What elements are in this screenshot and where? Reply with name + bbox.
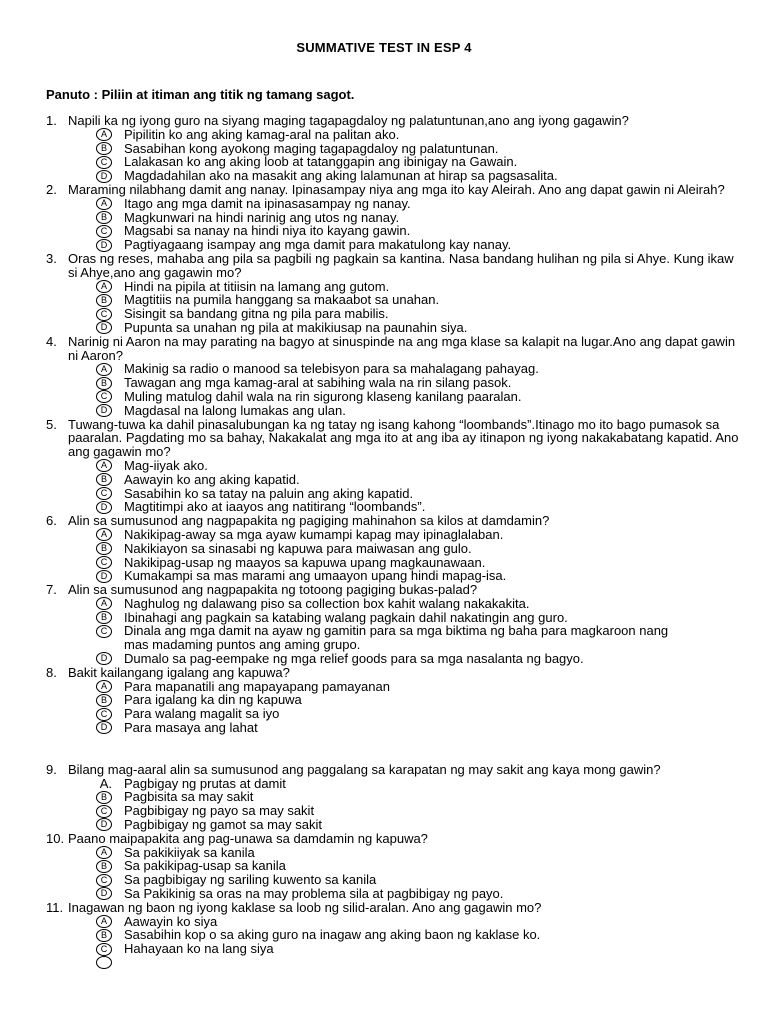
question-5: [46, 418, 746, 515]
question-head: [46, 763, 746, 777]
option-letter-bubble[interactable]: D: [96, 887, 112, 900]
option-text: Nakikipag-away sa mga ayaw kumampi kapag may ipinaglalaban.: [124, 526, 504, 542]
option-letter-bubble[interactable]: B: [96, 929, 112, 942]
option-letter-bubble[interactable]: D: [96, 321, 112, 334]
option-text: Magsabi sa nanay na hindi niya ito kayang gawin.: [124, 223, 411, 239]
question-text: Bakit kailangang igalang ang kapuwa?: [68, 664, 290, 680]
option-item[interactable]: [46, 280, 746, 294]
option-item[interactable]: [46, 611, 746, 625]
option-text: Lalakasan ko ang aking loob at tatanggapin ang ibinigay na Gawain.: [124, 154, 518, 170]
option-letter-bubble[interactable]: C: [96, 556, 112, 569]
option-letter-bubble[interactable]: B: [96, 142, 112, 155]
option-text: Sasabihin kop o sa aking guro na inagaw ang aking baon ng kaklase ko.: [124, 927, 541, 943]
option-text: Dumalo sa pag-eempake ng mga relief goods para sa mga nasalanta ng bagyo.: [124, 651, 584, 667]
option-text: Nakikiayon sa sinasabi ng kapuwa para maiwasan ang gulo.: [124, 540, 472, 556]
question-number: 7.: [46, 582, 57, 598]
option-letter-bubble[interactable]: C: [96, 390, 112, 403]
option-text: Sasabihan kong ayokong maging tagapagdaloy ng palatuntunan.: [124, 140, 499, 156]
options: [46, 680, 746, 735]
option-letter-bubble[interactable]: D: [96, 170, 112, 183]
option-letter-bubble[interactable]: C: [96, 874, 112, 887]
question-1: [46, 114, 746, 183]
option-letter-bubble[interactable]: B: [96, 694, 112, 707]
option-item[interactable]: [46, 873, 746, 887]
question-text: Maraming nilabhang damit ang nanay. Ipinasampay niya ang mga ito kay Aleirah. Ano ang dapat gawin ni Aleirah?: [68, 181, 725, 197]
question-list: [46, 114, 746, 970]
option-item[interactable]: [46, 942, 746, 956]
question-text: Alin sa sumusunod ang nagpapakita ng pagiging mahinahon sa kilos at damdamin?: [68, 513, 550, 529]
option-text: Aawayin ko ang aking kapatid.: [124, 471, 300, 487]
option-letter-bubble[interactable]: A: [96, 680, 112, 693]
option-item[interactable]: [46, 211, 746, 225]
option-text: Kumakampi sa mas marami ang umaayon upang hindi mapag-isa.: [124, 568, 507, 584]
option-text: Para walang magalit sa iyo: [124, 706, 280, 722]
question-head: [46, 418, 746, 459]
option-text: Itago ang mga damit na ipinasasampay ng nanay.: [124, 195, 411, 211]
options: [46, 528, 746, 583]
question-head: [46, 666, 746, 680]
option-text: Pagbibigay ng gamot sa may sakit: [124, 817, 322, 833]
option-letter-bubble[interactable]: B: [96, 473, 112, 486]
option-text: Pupunta sa unahan ng pila at makikiusap na paunahin siya.: [124, 319, 468, 335]
question-head: [46, 335, 746, 363]
question-number: 11.: [46, 899, 64, 915]
options: [46, 197, 746, 252]
options: [46, 459, 746, 514]
question-number: 8.: [46, 664, 57, 680]
option-item[interactable]: [46, 790, 746, 804]
page-title: SUMMATIVE TEST IN ESP 4: [296, 40, 472, 55]
option-item[interactable]: [46, 680, 746, 694]
question-head: [46, 832, 746, 846]
option-item[interactable]: [46, 390, 746, 404]
option-text: Pipilitin ko ang aking kamag-aral na palitan ako.: [124, 126, 400, 142]
question-6: [46, 514, 746, 583]
option-letter-bubble[interactable]: A: [96, 915, 112, 928]
options: [46, 128, 746, 183]
options: [46, 846, 746, 901]
question-text: Tuwang-tuwa ka dahil pinasalubungan ka ng tatay ng isang kahong “loombands”.Itinago mo ito bago pumasok sa paaralan. Pagdating mo sa bahay, Nakakalat ang mga ito at ang iba ay itinapon ng iyong nakakabatang kapatid. Ano ang gagawin mo?: [68, 416, 739, 460]
option-letter-bubble[interactable]: D: [96, 721, 112, 734]
option-item[interactable]: [46, 556, 746, 570]
option-text: Makinig sa radio o manood sa telebisyon para sa mahalagang pahayag.: [124, 361, 539, 377]
option-item[interactable]: [46, 652, 746, 666]
option-text: Para igalang ka din ng kapuwa: [124, 692, 302, 708]
question-number: 4.: [46, 333, 57, 349]
option-letter-bubble[interactable]: A: [96, 128, 112, 141]
question-text: Narinig ni Aaron na may parating na bagyo at sinuspinde na ang mga klase sa kalapit na lugar.Ano ang dapat gawin ni Aaron?: [68, 333, 736, 363]
option-text: Pagbibigay ng payo sa may sakit: [124, 803, 315, 819]
option-letter-bubble[interactable]: B: [96, 211, 112, 224]
option-text: Magdasal na lalong lumakas ang ulan.: [124, 402, 346, 418]
options: [46, 280, 746, 335]
question-text: Oras ng reses, mahaba ang pila sa pagbili ng pagkain sa kantina. Nasa bandang hulihan ng pila si Ahye. Kung ikaw si Ahye,ano ang gagawin mo?: [68, 250, 734, 280]
option-letter-bubble[interactable]: A: [96, 280, 112, 293]
option-letter-bubble[interactable]: D: [96, 652, 112, 665]
option-item[interactable]: [46, 846, 746, 860]
option-text: Sasabihin ko sa tatay na paluin ang aking kapatid.: [124, 485, 414, 501]
option-item[interactable]: [46, 487, 746, 501]
option-letter-bubble[interactable]: C: [96, 308, 112, 321]
options: [46, 362, 746, 417]
option-letter-bubble[interactable]: C: [96, 805, 112, 818]
question-head: [46, 514, 746, 528]
question-7: [46, 583, 746, 666]
option-text: Sa pakikiiyak sa kanila: [124, 844, 255, 860]
option-item[interactable]: [46, 597, 746, 611]
question-head: [46, 114, 746, 128]
option-letter-bubble[interactable]: A: [96, 363, 112, 376]
option-item[interactable]: [46, 293, 746, 307]
option-letter-bubble[interactable]: A: [96, 528, 112, 541]
option-letter-bubble[interactable]: A: [96, 459, 112, 472]
option-text: mas madaming puntos ang aming grupo.: [124, 637, 361, 653]
instructions: Panuto : Piliin at itiman ang titik ng tamang sagot.: [46, 87, 355, 102]
option-text: Sisingit sa bandang gitna ng pila para mabilis.: [124, 306, 389, 322]
option-text: Hahayaan ko na lang siya: [124, 941, 274, 957]
option-letter-bubble[interactable]: C: [96, 156, 112, 169]
option-letter-bubble[interactable]: D: [96, 404, 112, 417]
option-item[interactable]: [46, 777, 746, 791]
option-item[interactable]: [46, 624, 746, 638]
question-text: Inagawan ng baon ng iyong kaklase sa loob ng silid-aralan. Ano ang gagawin mo?: [68, 899, 542, 915]
question-number: 2.: [46, 181, 57, 197]
options: [46, 597, 746, 666]
option-text: Magdadahilan ako na masakit ang aking lalamunan at hirap sa pagsasalita.: [124, 168, 558, 184]
question-10: [46, 832, 746, 901]
option-letter-bubble[interactable]: D: [96, 239, 112, 252]
option-letter-bubble[interactable]: B: [96, 860, 112, 873]
option-text: Aawayin ko siya: [124, 913, 218, 929]
option-item[interactable]: [46, 528, 746, 542]
question-9: [46, 763, 746, 832]
question-11: [46, 901, 746, 970]
option-item[interactable]: [46, 500, 746, 514]
question-4: [46, 335, 746, 418]
option-text: Para mapanatili ang mapayapang pamayanan: [124, 678, 390, 694]
option-item[interactable]: [46, 155, 746, 169]
question-number: 9.: [46, 761, 57, 777]
option-letter-bubble[interactable]: B: [96, 294, 112, 307]
option-letter-bubble[interactable]: A.: [99, 775, 112, 791]
option-item[interactable]: [46, 459, 746, 473]
question-8: [46, 666, 746, 735]
option-item[interactable]: [46, 915, 746, 929]
option-text: Magtitimpi ako at iaayos ang natitirang “loombands”.: [124, 499, 426, 515]
option-text: Naghulog ng dalawang piso sa collection box kahit walang nakakakita.: [124, 595, 530, 611]
option-letter-bubble[interactable]: A: [96, 197, 112, 210]
question-number: 1.: [46, 113, 57, 128]
option-item[interactable]: [46, 321, 746, 335]
option-item[interactable]: [46, 859, 746, 873]
question-head: [46, 252, 746, 280]
question-number: 6.: [46, 513, 57, 529]
options: [46, 777, 746, 832]
option-letter-bubble[interactable]: C: [96, 225, 112, 238]
question-3: [46, 252, 746, 335]
option-letter-bubble[interactable]: C: [96, 625, 112, 638]
option-item[interactable]: [46, 818, 746, 832]
option-item[interactable]: [46, 362, 746, 376]
option-letter-bubble[interactable]: C: [96, 708, 112, 721]
option-item[interactable]: [46, 928, 746, 942]
option-letter-bubble[interactable]: C: [96, 943, 112, 956]
option-letter-bubble[interactable]: B: [96, 791, 112, 804]
option-text: Muling matulog dahil wala na rin sigurong klaseng kanilang paaralan.: [124, 388, 522, 404]
option-text: Para masaya ang lahat: [124, 720, 258, 736]
option-text: Tawagan ang mga kamag-aral at sabihing wala na rin silang pasok.: [124, 375, 512, 391]
option-item[interactable]: [46, 142, 746, 156]
option-item[interactable]: [46, 887, 746, 901]
option-letter-bubble[interactable]: A: [96, 846, 112, 859]
option-item[interactable]: [46, 707, 746, 721]
question-number: 10.: [46, 830, 65, 846]
question-2: [46, 183, 746, 252]
question-text: Bilang mag-aaral alin sa sumusunod ang paggalang sa karapatan ng may sakit ang kaya mong gawin?: [68, 761, 661, 777]
option-item[interactable]: [46, 721, 746, 735]
option-text: Pagbigay ng prutas at damit: [124, 775, 286, 791]
option-item[interactable]: [46, 376, 746, 390]
question-text: Napili ka ng iyong guro na siyang maging tagapagdaloy ng palatuntunan,ano ang iyong gagawin?: [68, 113, 629, 128]
option-letter-bubble[interactable]: C: [96, 487, 112, 500]
question-text: Alin sa sumusunod ang nagpapakita ng totoong pagiging bukas-palad?: [68, 582, 478, 598]
option-text: Mag-iiyak ako.: [124, 457, 208, 473]
option-item[interactable]: [46, 128, 746, 142]
option-text: Nakikipag-usap ng maayos sa kapuwa upang magkaunawaan.: [124, 554, 486, 570]
option-letter-bubble[interactable]: [96, 956, 112, 969]
option-text: Pagbisita sa may sakit: [124, 789, 254, 805]
option-letter-bubble[interactable]: D: [96, 818, 112, 831]
options: [46, 915, 746, 970]
option-letter-bubble[interactable]: D: [96, 570, 112, 583]
option-letter-bubble[interactable]: D: [96, 501, 112, 514]
option-item[interactable]: [46, 169, 746, 183]
question-number: 3.: [46, 250, 57, 266]
option-letter-bubble[interactable]: A: [96, 597, 112, 610]
question-number: 5.: [46, 416, 57, 432]
question-head: [46, 183, 746, 197]
option-text: Hindi na pipila at titiisin na lamang ang gutom.: [124, 278, 390, 294]
option-item[interactable]: [46, 804, 746, 818]
option-letter-bubble[interactable]: B: [96, 377, 112, 390]
option-item[interactable]: [46, 238, 746, 252]
question-head: [46, 583, 746, 597]
option-item[interactable]: [46, 473, 746, 487]
option-text: Sa Pakikinig sa oras na may problema sila at pagbibigay ng payo.: [124, 886, 504, 902]
option-item[interactable]: [46, 307, 746, 321]
option-item[interactable]: [46, 569, 746, 583]
option-text: Sa pagbibigay ng sariling kuwento sa kanila: [124, 872, 377, 888]
option-text: Magtitiis na pumila hanggang sa makaabot sa unahan.: [124, 292, 440, 308]
option-item[interactable]: [46, 404, 746, 418]
option-item[interactable]: [46, 693, 746, 707]
option-item[interactable]: [46, 224, 746, 238]
option-item[interactable]: [46, 197, 746, 211]
option-item[interactable]: [46, 638, 746, 652]
question-text: Paano maipapakita ang pag-unawa sa damdamin ng kapuwa?: [68, 830, 428, 846]
question-head: [46, 901, 746, 915]
option-letter-bubble[interactable]: B: [96, 611, 112, 624]
option-text: Ibinahagi ang pagkain sa katabing walang pagkain dahil nakatingin ang guro.: [124, 609, 568, 625]
option-text: Magkunwari na hindi narinig ang utos ng nanay.: [124, 209, 400, 225]
option-text: Sa pakikipag-usap sa kanila: [124, 858, 286, 874]
option-letter-bubble[interactable]: B: [96, 542, 112, 555]
option-item[interactable]: [46, 542, 746, 556]
option-text: Pagtiyagaang isampay ang mga damit para makatulong kay nanay.: [124, 237, 512, 253]
option-item[interactable]: [46, 956, 746, 970]
option-text: Dinala ang mga damit na ayaw ng gamitin para sa mga biktima ng baha para magkaroon nang: [124, 623, 669, 639]
